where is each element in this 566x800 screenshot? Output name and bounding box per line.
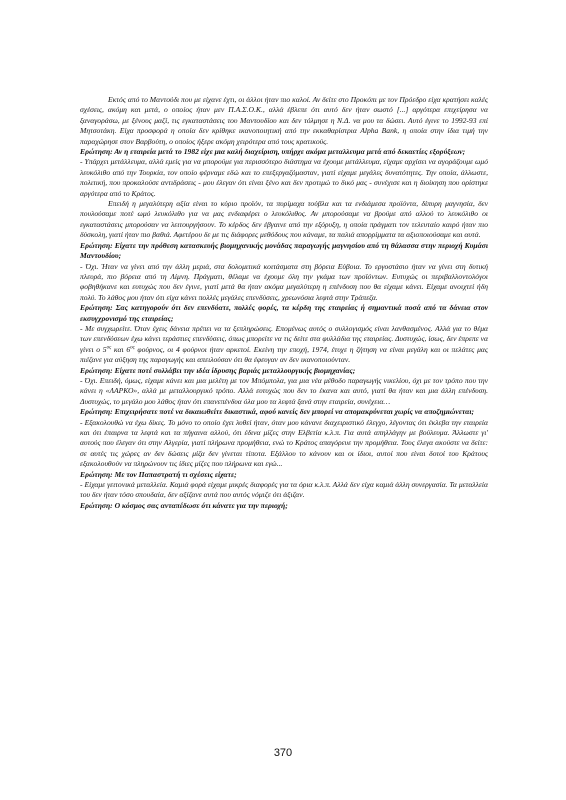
- paragraph: - Υπάρχει μετάλλευμα, αλλά εμείς για να μπορούμε για περισσότερο διάστημα να έχουμε μετάλλευμα, είχαμε αρχίσει να αγοράζουμε ωμό λευκόλιθο από την Τουρκία, τον οποίο φέρναμε εδώ και το επεξεργαζόμασταν, γιατί είχαμε μεγάλες δυνατότητες. Την οποία, άλλωστε, πολιτική, που προκαλούσε αντιδράσεις - μου έλεγαν ότι είναι ξένο και δεν προτιμώ το δικό μας - συνέχισε και η διοίκηση που ορίστηκε αργότερα από το Κράτος.: [80, 157, 488, 198]
- paragraph: - Εξακολουθώ να έχω δίκες. Το μόνο το οποίο έχει λυθεί ήταν, όταν μου κάνανε διαχειριστικό έλεγχο, λέγοντας ότι έκλεβα την εταιρεία και ότι έπαιρνα τα λεφτά και τα πήγαινα αλλού, ότι έδινα μίζες στην Ελβετία κ.λ.π. Για αυτά απηλλάγην με βούλευμα. Άλλωστε γι' αυτούς που έλεγαν ότι στην Αλγερία, γιατί πλήρωνα προμήθεια, ενώ το Κράτος απαγόρευε την προμήθεια. Τους έλεγα ακούστε να δείτε: σε αυτές τις χώρες αν δεν δώσεις μίζα δεν γίνεται τίποτα. Εξάλλου το κάνουν και οι ίδιοι, αυτοί που είναι δοτοί του Κράτους εξακολουθούν να πληρώνουν τις ίδιες μίζες που πλήρωνα και εγώ...: [80, 417, 488, 469]
- paragraph: - Με συγχωρείτε. Όταν έχεις δάνεια πρέπει να τα ξεπληρώσεις. Επομένως αυτός ο συλλογισμός είναι λανθασμένος. Αλλά για το θέμα των επενδύσεων έχω κάνει τεράστιες επενδύσεις, όπως μπορείτε να τις δείτε στα φυλλάδια της εταιρείας. Δυστυχώς, ίσως, δεν έπρεπε να γίνει ο $5^{o\varsigma}$ και $6^{o\varsigma}$ φούρνος, οι 4 φούρνοι ήταν αρκετοί. Εκείνη την εποχή, 1974, έτυχε η ζήτηση να είναι μεγάλη και οι πελάτες μας πιέζανε για αύξηση της παραγωγής και απειλούσαν ότι θα έφευγαν αν δεν ικανοποιούνταν.: [80, 323, 488, 365]
- question: Ερώτηση: Είχατε την πρόθεση κατασκευής βιομηχανικής μονάδας παραγωγής μαγνησίου από τη θάλασσα στην περιοχή Κυμάσι Μαντουδίου;: [80, 240, 488, 261]
- page-body: [80, 95, 488, 511]
- paragraph: - Είχαμε γειτονικά μεταλλεία. Καμιά φορά είχαμε μικρές διαφορές για τα όρια κ.λ.π. Αλλά δεν είχα καμιά άλλη συνεργασία. Τα μεταλλεία του δεν ήταν τόσο σπουδαία, δεν αξίζανε αυτά που αυτός νόμιζε ότι άξιζαν.: [80, 480, 488, 500]
- question: Ερώτηση: Σας κατηγορούν ότι δεν επενδύατε, πολλές φορές, τα κέρδη της εταιρείας ή σημαντικά ποσά από τα δάνεια στον εκσυγχρονισμό της εταιρείας;: [80, 303, 488, 323]
- paragraph: Εκτός από το Μαντούδι που με είχανε έχτι, οι άλλοι ήταν πιο καλοί. Αν δείτε στο Προκόπι με τον Πρόεδρο είχα κρατήσει καλές σχέσεις, ακόμη και μετά, ο οποίος ήταν μεν Π.Α.Σ.Ο.Κ., αλλά έβλεπε ότι αυτό δεν ήταν σωστό [...] αργότερα επιχείρησα να ξαναγοράσω, με ξένους μαζί, τις εγκαταστάσεις του Μαντουδίου και δεν τόλμησε η Ν.Δ. να μου τα δώσει. Αυτό έγινε το 1992-93 επί Μητσοτάκη. Είχα προσφορά η οποία δεν κρίθηκε ικανοποιητική από την εκκαθαρίστρια Alpha Bank, η οποία στην ίδια τιμή την παραχώρησε στον Βαρβούτη, ο οποίος ήξερε ακόμη χειρότερα από τους κρατικούς.: [80, 95, 488, 146]
- question: Ερώτηση: Ο κόσμος σας ανταπέδωσε ότι κάνατε για την περιοχή;: [80, 500, 288, 510]
- question: Ερώτηση: Αν η εταιρεία μετά το 1982 είχε μια καλή διαχείριση, υπήρχε ακόμα μεταλλευμα μετά από δεκαετίες εξορύξεων;: [80, 147, 466, 157]
- paragraph: - Όχι. Επειδή, όμως, είχαμε κάνει και μια μελέτη με τον Μπόμπολα, για μια νέα μέθοδο παραγωγής νικελίου, όχι με τον τρόπο που την κάνει η «ΛΑΡΚΟ», αλλά με μεταλλουργικό τρόπο. Αλλά ευτυχώς που δεν το έκανα και αυτό, γιατί θα ήταν και μια άλλη επένδυση. Δυστυχώς, το μεγάλο μου λάθος ήταν ότι επανεπένδυα όλα μου τα λεφτά ξανά στην εταιρεία, συνέχεια…: [80, 375, 488, 406]
- page-number: 370: [273, 747, 293, 759]
- question: Ερώτηση: Με τον Παπαστρατή τι σχέσεις είχατε;: [80, 469, 237, 479]
- paragraph: Επειδή η μεγαλύτερη αξία είναι το κύριο προϊόν, τα πυρίμαχα τούβλα και τα ενδιάμεσα προϊόντα, δίπυρη μαγνησία, δεν πουλούσαμε ποτέ ωμό λευκόλιθο για να μας ενδιαφέρει ο λευκόλιθος. Αν μπορούσαμε να βρούμε από αλλού το λευκόλιθο οι εγκαταστάσεις μπορούσαν να λειτουργήσουν. Το κέρδος δεν έβγαινε από την εξόρυξη, η οποία πράγματι τον τελευταίο καιρό ήταν πιο δύσκολη, γιατί ήταν πιο βαθιά. Αφετέρου δε με τις διάφορες μεθόδους που κάναμε, τα παλιά απορρίμματα τα αξιοποιούσαμε και αυτά.: [80, 199, 488, 240]
- paragraph: - Όχι. Ήταν να γίνει από την άλλη μεριά, στα δολομιτικά κοιτάσματα στη βόρεια Εύβοια. Το εργοστάσιο ήταν να γίνει στη δυτική πλευρά, πιο βόρεια από τη Λίμνη. Πράγματι, θέλαμε να έχουμε όλη την γκάμα των προϊόντων. Ευτυχώς οι περιβαλλοντολόγοι φοβηθήκανε και ευτυχώς που δεν έγινε, γιατί μετά θα ήταν ακόμα μεγαλύτερη η επένδυση που θα είχαμε κάνει. Είχαμε ανοιχτεί ήδη πολύ. Το λάθος μου ήταν ότι είχα κάνει πολλές μεγάλες επενδύσεις, χρεωνόσια λεφτά στην Τράπεζα.: [80, 261, 488, 302]
- question: Ερώτηση: Επιχειρήσατε ποτέ να δικαιωθείτε δικαστικά, αφού κανείς δεν μπορεί να απομακρύνεται χωρίς να αποζημιώνεται;: [80, 407, 474, 417]
- question: Ερώτηση: Είχατε ποτέ συλλάβει την ιδέα ίδρυσης βαριάς μεταλλουργικής βιομηχανίας;: [80, 365, 356, 375]
